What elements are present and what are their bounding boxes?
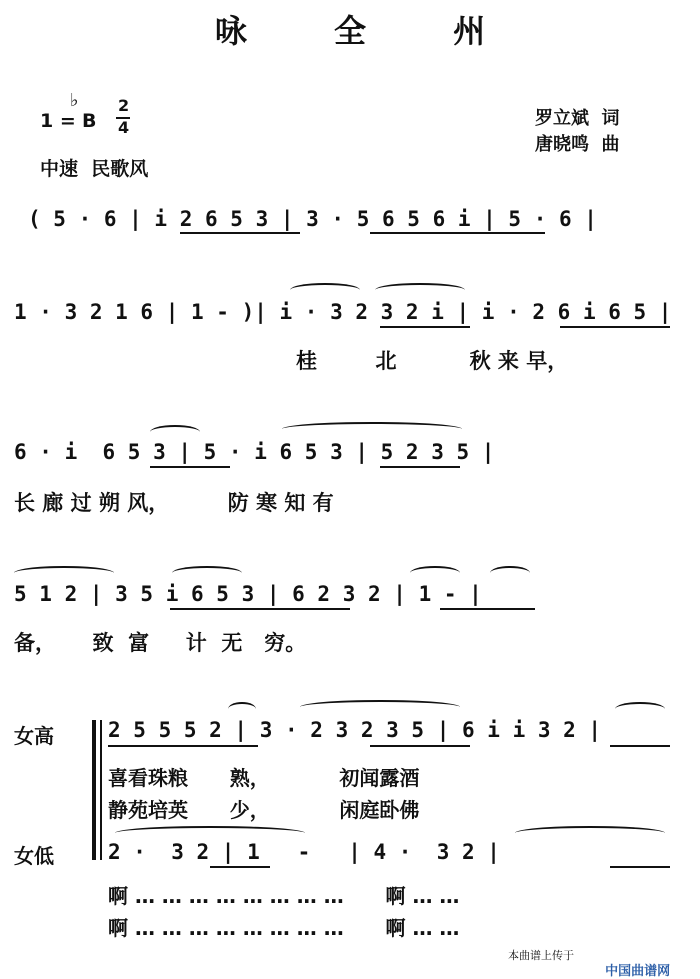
slur-mark [290, 283, 360, 297]
page-title: 咏 全 州 [214, 12, 524, 50]
notation-row-4: 5 1 2 | 3 5 i 6 5 3 | 6 2 3 2 | 1 - | [14, 582, 482, 606]
tempo-marking: 中速 民歌风 [40, 158, 149, 180]
beam-line [380, 326, 470, 328]
alto-lyrics-1: 啊 … … … … … … … … 啊 … … [108, 884, 460, 908]
slur-mark [228, 702, 256, 716]
beam-line [170, 608, 350, 610]
logo-main: 中国 [605, 964, 632, 979]
lyrics-row-3: 长 廊 过 朔 风， 防 寒 知 有 [14, 491, 334, 515]
slur-mark [615, 702, 665, 716]
slur-mark [515, 826, 665, 840]
beam-line [560, 326, 670, 328]
beam-line [440, 608, 535, 610]
slur-mark [300, 700, 460, 714]
soprano-verse-1: 喜看珠粮 熟， 初闻露酒 [108, 766, 420, 790]
composer-credit: 唐晓鸣 曲 [535, 134, 620, 155]
beam-line [150, 466, 230, 468]
alto-lyrics-2: 啊 … … … … … … … … 啊 … … [108, 916, 460, 940]
time-signature-top: 2 [118, 96, 130, 115]
beam-line [108, 745, 258, 747]
lyrics-row-2: 桂 北 秋 来 早， [296, 349, 569, 373]
notation-row-2: 1 · 3 2 1 6 | 1 - )| i · 3 2 3 2 i | i · 2 6 i 6 5 | [14, 300, 672, 324]
slur-mark [150, 425, 200, 439]
slur-mark [410, 566, 460, 580]
slur-mark [375, 283, 465, 297]
flat-sign: ♭ [70, 90, 79, 111]
slur-mark [14, 566, 114, 580]
beam-line [210, 866, 270, 868]
lyricist-credit: 罗立斌 词 [535, 108, 620, 129]
time-signature-bottom: 4 [118, 118, 130, 137]
notation-row-3: 6 · i 6 5 3 | 5 · i 6 5 3 | 5 2 3 5 | [14, 440, 495, 464]
slur-mark [115, 826, 305, 840]
alto-label: 女低 [14, 844, 54, 868]
slur-mark [490, 566, 530, 580]
beam-line [370, 745, 470, 747]
beam-line [180, 232, 300, 234]
site-logo [596, 945, 670, 979]
notation-row-1: ( 5 · 6 | i 2 6 5 3 | 3 · 5 6 5 6 i | 5 · 6 | [28, 207, 597, 231]
footer-upload-text: 本曲谱上传于 [508, 949, 574, 962]
soprano-notes: 2 5 5 5 2 | 3 · 2 3 2 3 5 | 6 i i 3 2 | [108, 718, 602, 742]
soprano-label: 女高 [14, 724, 54, 748]
system-bracket-inner [100, 720, 102, 860]
logo-accent: 曲谱网 [631, 964, 671, 979]
beam-line [380, 466, 460, 468]
alto-notes: 2 · 3 2 | 1 - | 4 · 3 2 | [108, 840, 500, 864]
slur-mark [282, 422, 462, 436]
slur-mark [172, 566, 242, 580]
lyrics-row-4: 备， 致 富 计 无 穷。 [14, 631, 307, 655]
beam-line [370, 232, 545, 234]
soprano-verse-2: 静苑培英 少， 闲庭卧佛 [108, 798, 420, 822]
key-letter: B [82, 110, 97, 132]
key-tonic: 1 = [40, 110, 76, 132]
system-bracket [92, 720, 96, 860]
beam-line [610, 866, 670, 868]
beam-line [610, 745, 670, 747]
